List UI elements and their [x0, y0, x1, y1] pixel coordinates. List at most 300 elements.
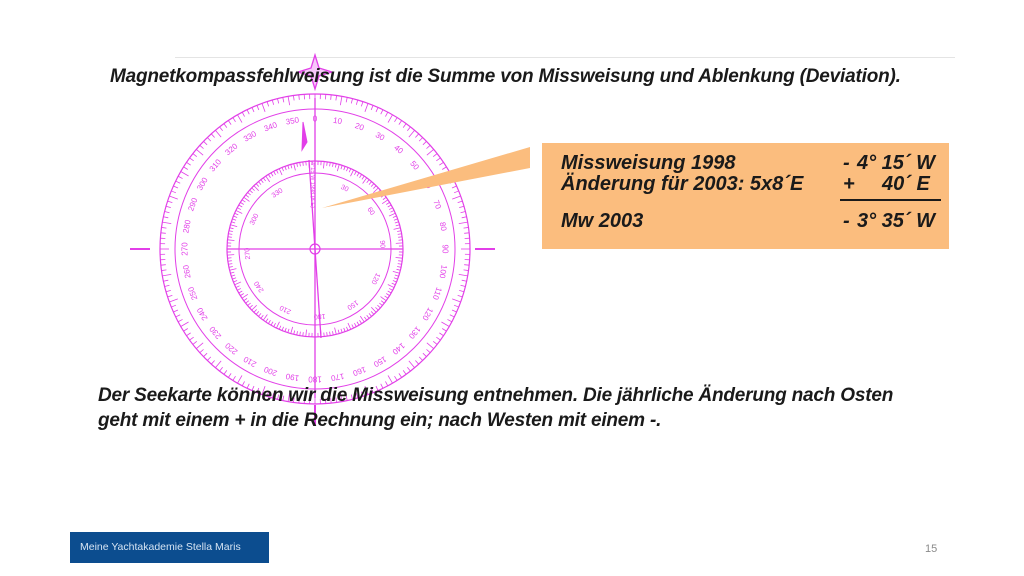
outer-ring-tick [376, 107, 378, 112]
inner-ring-tick [239, 205, 242, 207]
inner-ring-tick [285, 328, 286, 332]
outer-ring-label: 130 [406, 324, 423, 341]
outer-ring-tick [340, 96, 342, 105]
outer-ring-tick [288, 96, 290, 105]
inner-ring-tick [282, 327, 283, 331]
outer-ring-tick [161, 233, 166, 234]
inner-ring-tick [229, 231, 233, 232]
inner-ring-tick [291, 164, 292, 168]
inner-ring-tick [392, 283, 396, 285]
inner-ring-label: 60 [365, 206, 376, 217]
inner-ring-tick [385, 296, 388, 298]
inner-ring-tick [258, 313, 261, 316]
inner-ring-tick [274, 323, 276, 327]
outer-ring-tick [165, 285, 170, 286]
outer-ring-tick [452, 299, 460, 302]
inner-ring-tick [233, 216, 237, 217]
inner-ring-label: 30 [339, 183, 350, 194]
outer-ring-label: 300 [195, 175, 210, 193]
inner-ring-tick [294, 331, 295, 335]
outer-ring-tick [407, 127, 410, 131]
outer-ring-tick [464, 265, 469, 266]
outer-ring-tick [426, 145, 430, 148]
outer-ring-tick [193, 154, 197, 157]
inner-ring-tick [271, 173, 273, 176]
inner-ring-label: 210 [278, 303, 293, 315]
inner-ring-tick [294, 164, 296, 171]
inner-ring-tick [360, 174, 362, 177]
inner-ring-tick [268, 320, 270, 323]
outer-ring-tick [419, 357, 422, 361]
outer-ring-tick [162, 227, 167, 228]
inner-ring-tick [363, 178, 367, 184]
body-line-1: Der Seekarte können wir die Missweisung entnehmen. Die jährliche Änderung nach Osten [98, 385, 894, 406]
inner-ring-tick [357, 322, 359, 325]
outer-ring-tick [436, 158, 440, 161]
inner-ring-tick [232, 219, 236, 220]
inner-ring-tick [395, 222, 399, 223]
outer-ring-tick [272, 100, 273, 105]
outer-ring-tick [178, 319, 182, 321]
inner-ring-tick [375, 307, 378, 310]
outer-ring-tick [161, 265, 166, 266]
inner-ring-tick [360, 316, 364, 322]
outer-ring-label: 100 [437, 264, 449, 279]
inner-ring-tick [396, 225, 400, 226]
inner-ring-tick [263, 315, 267, 321]
inner-ring-tick [261, 315, 263, 318]
outer-ring-tick [399, 373, 402, 377]
inner-ring-tick [248, 192, 251, 195]
outer-ring-tick [394, 376, 397, 380]
inner-ring-label: 300 [249, 212, 261, 227]
inner-ring-tick [388, 205, 391, 207]
outer-ring-tick [464, 227, 469, 228]
inner-ring-tick [383, 197, 386, 199]
outer-ring-tick [211, 134, 214, 138]
outer-ring-tick [442, 167, 446, 170]
outer-ring-label: 330 [241, 129, 259, 144]
outer-ring-label: 70 [431, 198, 443, 211]
outer-ring-label: 230 [207, 324, 224, 341]
outer-ring-tick [459, 274, 468, 276]
inner-ring-tick [288, 165, 289, 169]
outer-ring-label: 140 [390, 340, 407, 357]
inner-ring-tick [381, 297, 387, 301]
outer-ring-tick [190, 337, 194, 340]
outer-ring-tick [169, 299, 177, 302]
inner-ring-tick [231, 222, 235, 223]
outer-ring-tick [385, 112, 387, 116]
inner-ring-tick [239, 291, 242, 293]
outer-ring-tick [207, 357, 210, 361]
inner-ring-tick [244, 197, 250, 201]
outer-ring-label: 220 [223, 340, 240, 357]
inner-ring-tick [367, 315, 369, 318]
outer-ring-label: 340 [262, 120, 279, 134]
inner-annotation: 4°15´W 1998 (8´E) [309, 162, 315, 208]
outer-ring-tick [454, 305, 459, 307]
inner-ring-tick [256, 311, 259, 314]
calc-result-sign: - [843, 210, 850, 232]
inner-ring-tick [250, 190, 253, 193]
inner-ring-tick [240, 294, 243, 296]
inner-ring-tick [332, 331, 333, 335]
outer-ring-tick [193, 341, 197, 344]
inner-ring-tick [261, 180, 263, 183]
inner-ring-tick [279, 169, 282, 175]
outer-ring-tick [181, 322, 189, 327]
outer-ring-tick [186, 162, 190, 165]
outer-ring-tick [293, 96, 294, 101]
sum-rule [840, 199, 941, 201]
inner-ring-tick [396, 257, 403, 258]
inner-ring-tick [371, 311, 374, 314]
inner-ring-tick [332, 163, 333, 167]
footer-brand-box [70, 532, 269, 563]
outer-ring-tick [173, 310, 178, 312]
inner-ring-tick [394, 219, 398, 220]
page-number: 15 [925, 543, 938, 555]
outer-ring-tick [178, 176, 182, 178]
inner-ring-tick [250, 305, 253, 308]
outer-ring-tick [238, 375, 243, 383]
outer-ring-tick [233, 376, 236, 380]
outer-ring-tick [267, 102, 269, 107]
outer-ring-tick [162, 270, 167, 271]
inner-ring-label: 120 [369, 271, 381, 286]
inner-ring-tick [398, 234, 402, 235]
outer-ring-tick [228, 120, 231, 124]
outer-ring-label: 10 [332, 115, 343, 127]
outer-ring-label: 250 [186, 285, 200, 302]
outer-ring-tick [452, 186, 457, 188]
outer-ring-tick [433, 341, 437, 344]
outer-ring-tick [278, 99, 279, 104]
outer-ring-tick [196, 149, 203, 155]
outer-ring-label: 350 [285, 115, 300, 127]
outer-ring-tick [439, 333, 443, 336]
outer-ring-tick [165, 212, 170, 213]
inner-ring-tick [377, 305, 380, 308]
outer-ring-tick [171, 191, 176, 193]
outer-ring-label: 110 [430, 285, 444, 301]
outer-ring-tick [220, 127, 223, 131]
inner-ring-tick [266, 176, 270, 182]
calc-row-2-value: 40´ E [882, 173, 930, 195]
outer-ring-tick [433, 154, 437, 157]
inner-ring-tick [351, 170, 354, 176]
outer-ring-tick [447, 319, 451, 321]
inner-ring-tick [335, 164, 336, 168]
inner-ring-tick [394, 228, 401, 230]
inner-ring-tick [389, 288, 393, 290]
inner-ring-tick [227, 240, 234, 241]
outer-ring-tick [299, 95, 300, 100]
inner-ring-tick [303, 162, 304, 166]
outer-ring-tick [388, 115, 393, 123]
outer-ring-tick [409, 361, 415, 368]
inner-ring-tick [341, 329, 342, 333]
outer-ring-label: 40 [392, 143, 405, 156]
outer-ring-label: 160 [351, 364, 368, 378]
inner-ring-label: 150 [345, 298, 360, 311]
outer-ring-label: 260 [181, 264, 193, 279]
inner-ring-tick [228, 261, 232, 262]
outer-ring-tick [423, 141, 427, 144]
outer-ring-tick [211, 360, 214, 364]
inner-ring-tick [390, 210, 394, 212]
outer-ring-tick [462, 280, 467, 281]
inner-ring-tick [354, 171, 356, 175]
outer-ring-tick [441, 322, 449, 327]
outer-ring-tick [163, 217, 168, 218]
inner-ring-tick [230, 228, 234, 229]
inner-ring-tick [229, 266, 233, 267]
inner-ring-tick [300, 162, 301, 166]
inner-ring-tick [364, 317, 366, 320]
outer-ring-label: 280 [181, 219, 193, 234]
inner-ring-tick [252, 305, 257, 310]
outer-ring-tick [184, 328, 188, 331]
inner-ring-tick [323, 161, 324, 168]
inner-ring-tick [244, 298, 247, 300]
outer-ring-tick [427, 149, 434, 155]
inner-ring-label: 270 [244, 247, 253, 260]
magnetic-north-arrow-icon [302, 122, 307, 150]
inner-ring-tick [228, 237, 232, 238]
outer-ring-label: 240 [195, 305, 210, 323]
outer-ring-tick [458, 201, 463, 203]
inner-ring-tick [371, 307, 376, 312]
inner-ring-tick [237, 208, 241, 210]
inner-ring-tick [393, 271, 400, 273]
outer-ring-tick [423, 353, 427, 356]
outer-ring-label: 200 [262, 364, 279, 378]
outer-ring-tick [184, 167, 188, 170]
inner-ring-tick [263, 178, 265, 181]
inner-ring-tick [330, 162, 331, 166]
outer-ring-tick [176, 315, 180, 317]
inner-ring-tick [369, 182, 372, 185]
inner-ring-tick [230, 269, 237, 271]
inner-ring-tick [369, 313, 372, 316]
inner-ring-tick [327, 332, 328, 336]
inner-ring-tick [393, 280, 397, 281]
inner-ring-tick [288, 329, 289, 333]
outer-ring-tick [283, 97, 284, 102]
inner-ring-tick [303, 332, 304, 336]
inner-ring-tick [388, 291, 391, 293]
outer-ring-tick [426, 349, 430, 352]
outer-ring-label: 270 [180, 242, 190, 256]
inner-ring-tick [344, 328, 345, 332]
inner-ring-tick [279, 326, 281, 330]
outer-ring-tick [166, 206, 171, 207]
outer-ring-tick [224, 370, 227, 374]
outer-ring-tick [228, 373, 231, 377]
outer-ring-tick [257, 105, 259, 110]
outer-ring-tick [403, 370, 406, 374]
inner-ring-tick [395, 275, 399, 276]
outer-ring-tick [464, 270, 469, 271]
outer-ring-tick [458, 295, 463, 297]
outer-ring-tick [331, 95, 332, 100]
inner-ring-tick [236, 286, 240, 288]
calc-row-1-sign: - [843, 152, 850, 174]
inner-ring-tick [341, 165, 342, 169]
callout-pointer [322, 147, 530, 208]
outer-ring-tick [190, 158, 194, 161]
inner-ring-tick [393, 216, 397, 217]
outer-ring-tick [461, 212, 466, 213]
outer-ring-label: 80 [437, 221, 449, 232]
outer-ring-label: 290 [186, 196, 200, 213]
inner-ring-tick [367, 180, 369, 183]
inner-ring-tick [266, 319, 268, 322]
inner-ring-tick [344, 166, 345, 170]
inner-ring-tick [230, 225, 237, 227]
outer-ring-tick [459, 290, 464, 291]
inner-ring-tick [381, 301, 384, 303]
inner-ring-tick [297, 331, 298, 335]
outer-ring-tick [173, 186, 178, 188]
outer-ring-tick [381, 110, 383, 114]
outer-ring-tick [459, 222, 468, 224]
outer-ring-tick [181, 172, 189, 177]
calc-row-1-value: 4° 15´ W [857, 152, 936, 174]
inner-ring-tick [382, 200, 388, 204]
calc-result-label: Mw 2003 [561, 210, 644, 232]
inner-ring-label: 180 [313, 311, 326, 320]
inner-ring-tick [398, 264, 402, 265]
outer-ring-label: 0 [312, 114, 318, 124]
inner-ring-tick [248, 303, 251, 306]
inner-ring-tick [254, 309, 257, 312]
outer-ring-tick [207, 138, 210, 142]
outer-ring-tick [166, 290, 171, 291]
inner-ring-tick [362, 176, 364, 179]
inner-ring-tick [297, 163, 298, 167]
inner-ring-tick [330, 332, 331, 336]
inner-ring-tick [379, 303, 382, 306]
inner-ring-tick [306, 330, 307, 337]
inner-ring-tick [231, 275, 235, 276]
outer-ring-tick [361, 102, 363, 107]
outer-ring-label: 50 [408, 159, 421, 172]
outer-ring-tick [351, 99, 352, 104]
outer-ring-tick [204, 141, 208, 144]
outer-ring-tick [169, 196, 177, 199]
outer-ring-tick [224, 124, 227, 128]
inner-ring-tick [335, 328, 337, 335]
inner-ring-tick [271, 322, 273, 325]
outer-ring-tick [252, 107, 254, 112]
inner-ring-tick [386, 202, 389, 204]
outer-ring-tick [427, 343, 434, 349]
headline: Magnetkompassfehlweisung ist die Summe von Missweisung und Ablenkung (Deviation). [110, 66, 901, 87]
inner-ring-tick [398, 261, 402, 262]
outer-ring-label: 30 [373, 130, 387, 143]
inner-ring-tick [242, 294, 248, 298]
outer-ring-tick [168, 295, 173, 297]
outer-ring-tick [452, 196, 460, 199]
inner-ring-tick [373, 186, 376, 189]
inner-ring-tick [237, 288, 241, 290]
inner-ring-tick [256, 184, 259, 187]
inner-ring-tick [394, 278, 398, 279]
inner-ring-tick [282, 167, 283, 171]
outer-ring-tick [452, 310, 457, 312]
inner-ring-tick [228, 264, 232, 265]
outer-ring-tick [200, 349, 204, 352]
inner-ring-tick [349, 169, 351, 173]
inner-ring-tick [276, 322, 279, 328]
outer-ring-tick [409, 130, 415, 137]
outer-ring-label: 20 [353, 121, 366, 133]
outer-ring-tick [394, 118, 397, 122]
outer-ring-label: 210 [241, 354, 259, 369]
outer-ring-tick [196, 343, 203, 349]
inner-ring-tick [360, 320, 362, 323]
inner-ring-tick [389, 213, 395, 216]
inner-ring-tick [235, 282, 241, 285]
outer-ring-tick [242, 112, 244, 116]
inner-ring-tick [291, 327, 293, 334]
outer-ring-label: 90 [440, 244, 450, 254]
outer-ring-tick [220, 367, 223, 371]
outer-ring-tick [365, 103, 368, 111]
outer-ring-tick [461, 285, 466, 286]
outer-ring-label: 150 [371, 354, 389, 369]
inner-ring-tick [346, 167, 347, 171]
outer-ring-label: 320 [223, 141, 240, 158]
outer-ring-label: 180 [308, 374, 322, 384]
outer-ring-tick [238, 115, 243, 123]
inner-ring-tick [337, 164, 339, 171]
outer-ring-tick [336, 96, 337, 101]
inner-ring-tick [233, 280, 237, 281]
inner-ring-tick [397, 269, 401, 270]
outer-ring-tick [215, 130, 221, 137]
inner-ring-label: 90 [378, 240, 386, 249]
outer-ring-tick [346, 97, 347, 102]
inner-ring-tick [276, 170, 278, 174]
inner-ring-tick [242, 200, 245, 202]
outer-ring-tick [204, 353, 208, 356]
inner-ring-tick [300, 332, 301, 336]
footer-brand-label: Meine Yachtakademie Stella Maris [80, 541, 241, 553]
outer-ring-tick [415, 360, 418, 364]
outer-ring-tick [442, 328, 446, 331]
outer-ring-label: 120 [420, 305, 435, 323]
inner-ring-tick [397, 266, 401, 267]
inner-ring-tick [228, 234, 232, 235]
inner-ring-label: 240 [253, 279, 266, 294]
outer-ring-tick [399, 120, 402, 124]
inner-ring-tick [268, 174, 270, 177]
outer-ring-tick [371, 105, 373, 110]
outer-ring-label: 190 [285, 371, 300, 383]
outer-ring-tick [459, 206, 464, 207]
inner-ring-tick [285, 166, 286, 170]
outer-ring-tick [163, 280, 168, 281]
inner-ring-tick [357, 173, 359, 176]
outer-ring-label: 310 [207, 157, 224, 174]
outer-ring-tick [403, 124, 406, 128]
outer-ring-tick [247, 110, 249, 114]
outer-ring-tick [162, 274, 171, 276]
